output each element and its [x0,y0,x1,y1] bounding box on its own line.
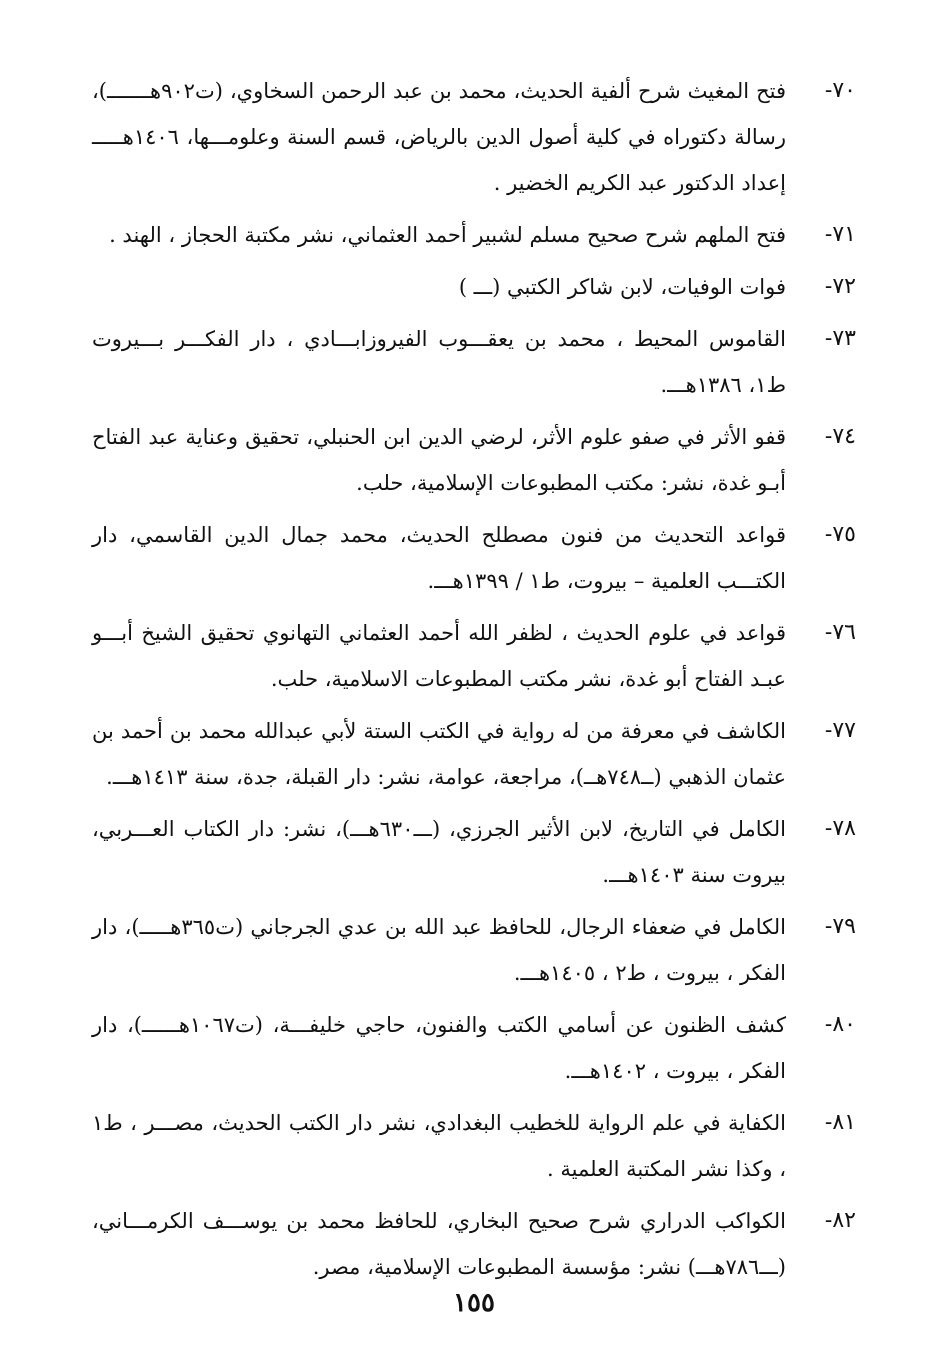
entry-text: الكامل في ضعفاء الرجال، للحافظ عبد الله بن عدي الجرجاني (ت٣٦٥هـــــ)، دار الفكر ، بيروت ، ط٢ ، ١٤٠٥هـــ. [92,915,786,985]
entry-text: قفو الأثر في صفو علوم الأثر، لرضي الدين ابن الحنبلي، تحقيق وعناية عبد الفتاح أبـو غدة، نشر: مكتب المطبوعات الإسلامية، حلب. [92,425,786,495]
entry-text: الكاشف في معرفة من له رواية في الكتب الستة لأبي عبدالله محمد بن أحمد بن عثمان الذهبي (ــ٧٤٨هــ)، مراجعة، عوامة، نشر: دار القبلة، جدة، سنة ١٤١٣هـــ. [92,719,786,789]
entry-number: ٨٠- [824,1012,856,1037]
entry-text: فتح المغيث شرح ألفية الحديث، محمد بن عبد الرحمن السخاوي، (ت٩٠٢هـــــــ)، رسالة دكتوراه في كلية أصول الدين بالرياض، قسم السنة وعلومـــها، ١٤٠٦هـــــ إعداد الدكتور عبد الكريم الخضير . [92,79,786,195]
entry-text: فوات الوفيات، لابن شاكر الكتبي (ـــ ) [458,275,786,299]
bibliography-entry-81 [92,1100,856,1192]
entry-number: ٧٥- [824,522,856,547]
entry-number: ٧٧- [824,718,856,743]
entry-number: ٧٨- [824,816,856,841]
entry-text: فتح الملهم شرح صحيح مسلم لشبير أحمد العثماني، نشر مكتبة الحجاز ، الهند . [109,223,786,247]
entry-number: ٧٠- [824,78,856,103]
entry-text: قواعد التحديث من فنون مصطلح الحديث، محمد جمال الدين القاسمي، دار الكتـــب العلمية – بيروت، ط١ / ١٣٩٩هـــ. [92,523,786,593]
entry-text: الكفاية في علم الرواية للخطيب البغدادي، نشر دار الكتب الحديث، مصـــر ، ط١ ، وكذا نشر المكتبة العلمية . [92,1111,786,1181]
bibliography-entry-80 [92,1002,856,1094]
entry-number: ٨٢- [824,1208,856,1233]
entry-number: ٧٩- [824,914,856,939]
entry-text: الكواكب الدراري شرح صحيح البخاري، للحافظ محمد بن يوســـف الكرمـــاني، (ـــ٧٨٦هـــ) نشر: مؤسسة المطبوعات الإسلامية، مصر. [92,1209,786,1279]
bibliography-entry-70 [92,68,856,206]
bibliography-entry-75 [92,512,856,604]
bibliography-entry-78 [92,806,856,898]
entry-text: كشف الظنون عن أسامي الكتب والفنون، حاجي خليفـــة، (ت١٠٦٧هــــــ)، دار الفكر ، بيروت ، ١٤٠٢هـــ. [92,1013,786,1083]
bibliography-entry-76 [92,610,856,702]
entry-number: ٧١- [824,222,856,247]
bibliography-entry-71 [92,212,856,258]
entry-text: القاموس المحيط ، محمد بن يعقـــوب الفيروزابـــادي ، دار الفكـــر بـــيروت ط١، ١٣٨٦هـــ. [92,327,787,397]
bibliography-entry-79 [92,904,856,996]
entry-text: قواعد في علوم الحديث ، لظفر الله أحمد العثماني التهانوي تحقيق الشيخ أبـــو عبـد الفتاح أبو غدة، نشر مكتب المطبوعات الاسلامية، حلب. [92,621,786,691]
entry-number: ٧٢- [824,274,856,299]
bibliography-entry-77 [92,708,856,800]
entry-number: ٨١- [824,1110,856,1135]
entry-text: الكامل في التاريخ، لابن الأثير الجرزي، (ـــ٦٣٠هـــ)، نشر: دار الكتاب العـــربي، بيروت سنة ١٤٠٣هـــ. [92,817,787,887]
bibliography-entry-72 [92,264,856,310]
page-number: ١٥٥ [453,1288,495,1318]
entry-number: ٧٣- [824,326,856,351]
bibliography-page [92,68,856,1296]
bibliography-entry-82 [92,1198,856,1290]
entry-number: ٧٦- [824,620,856,645]
bibliography-entry-74 [92,414,856,506]
bibliography-entry-73 [92,316,856,408]
entry-number: ٧٤- [824,424,856,449]
